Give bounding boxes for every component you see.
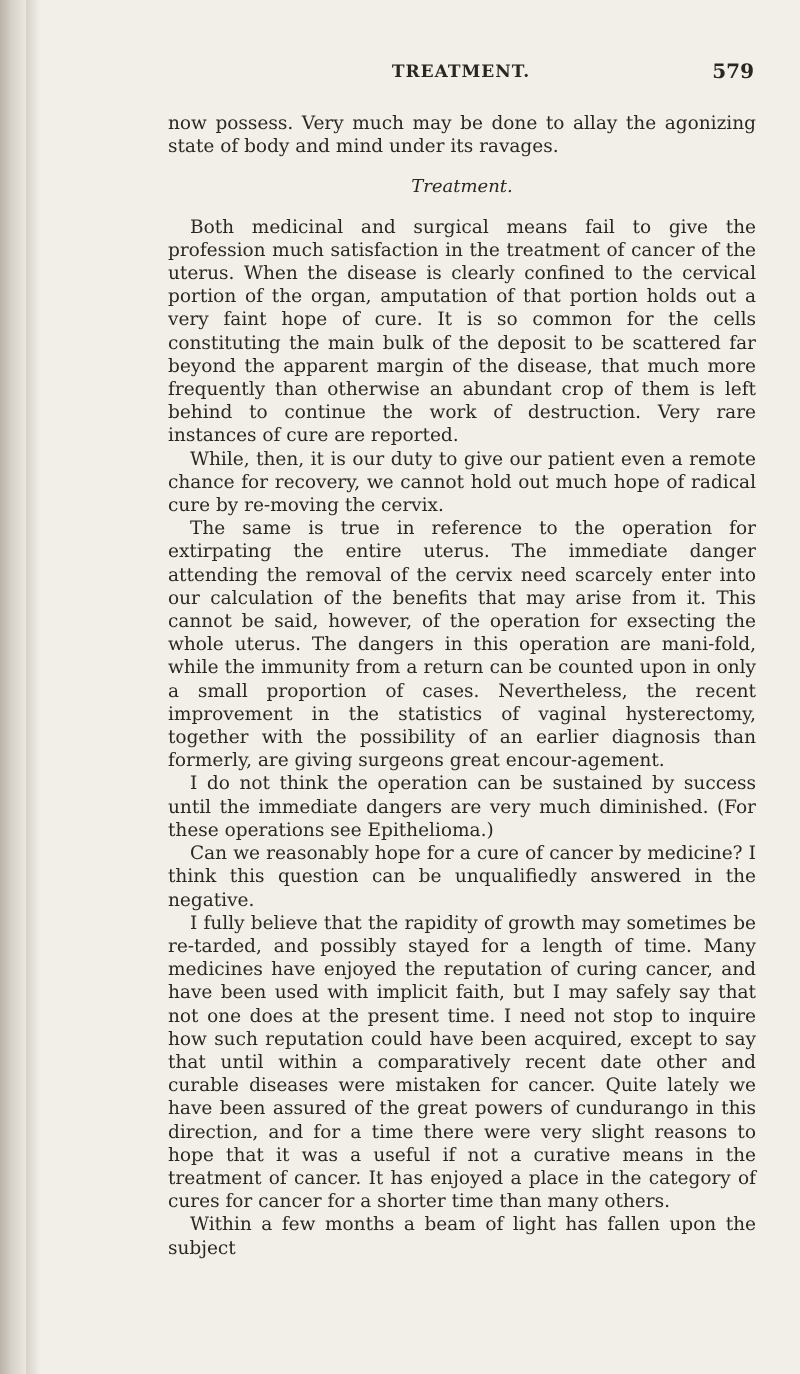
paragraph: I fully believe that the rapidity of growth may sometimes be re-tarded, and possibly stayed for a length of time. Many medicines have enjoyed the reputation of curing cancer, and have been used with implicit faith, but I may safely say that not one does at the present time. I need not stop to inquire how such reputation could have been acquired, except to say that until within a comparatively recent date other and curable diseases were mistaken for cancer. Quite lately we have been assured of the great powers of cundurango in this direction, and for a time there were very slight reasons to hope that it was a useful if not a curative means in the treatment of cancer. It has enjoyed a place in the category of cures for cancer for a shorter time than many others. [168, 912, 756, 1213]
page-number: 579 [712, 59, 754, 83]
paragraph: The same is true in reference to the operation for extirpating the entire uterus. The immediate danger attending the removal of the cervix need scarcely enter into our calculation of the benefits that may arise from it. This cannot be said, however, of the operation for exsecting the whole uterus. The dangers in this operation are mani-fold, while the immunity from a return can be counted upon in only a small proportion of cases. Nevertheless, the recent improvement in the statistics of vaginal hysterectomy, together with the possibility of an earlier diagnosis than formerly, are giving surgeons great encour-agement. [168, 518, 756, 772]
paragraph: While, then, it is our duty to give our patient even a remote chance for recovery, we cannot hold out much hope of radical cure by re-moving the cervix. [168, 448, 756, 517]
body-text [168, 112, 756, 1260]
paragraph: Can we reasonably hope for a cure of cancer by medicine? I think this question can be unqualifiedly answered in the negative. [168, 843, 756, 911]
paragraph: I do not think the operation can be sustained by success until the immediate dangers are very much diminished. (For these operations see Epithelioma.) [168, 773, 756, 841]
page-gutter-shadow [26, 0, 40, 1374]
running-head-title: TREATMENT. [391, 62, 531, 82]
running-head [168, 59, 754, 88]
section-heading: Treatment. [411, 176, 513, 198]
page-edge [0, 0, 26, 1374]
paragraph: now possess. Very much may be done to allay the agonizing state of body and mind under its ravages. [168, 113, 756, 158]
paragraph: Both medicinal and surgical means fail to give the profession much satisfaction in the treatment of cancer of the uterus. When the disease is clearly confined to the cervical portion of the organ, amputation of that portion holds out a very faint hope of cure. It is so common for the cells constituting the main bulk of the deposit to be scattered far beyond the apparent margin of the disease, that much more frequently than otherwise an abundant crop of them is left behind to continue the work of destruction. Very rare instances of cure are reported. [168, 216, 756, 447]
paragraph: Within a few months a beam of light has fallen upon the subject [168, 1214, 756, 1259]
